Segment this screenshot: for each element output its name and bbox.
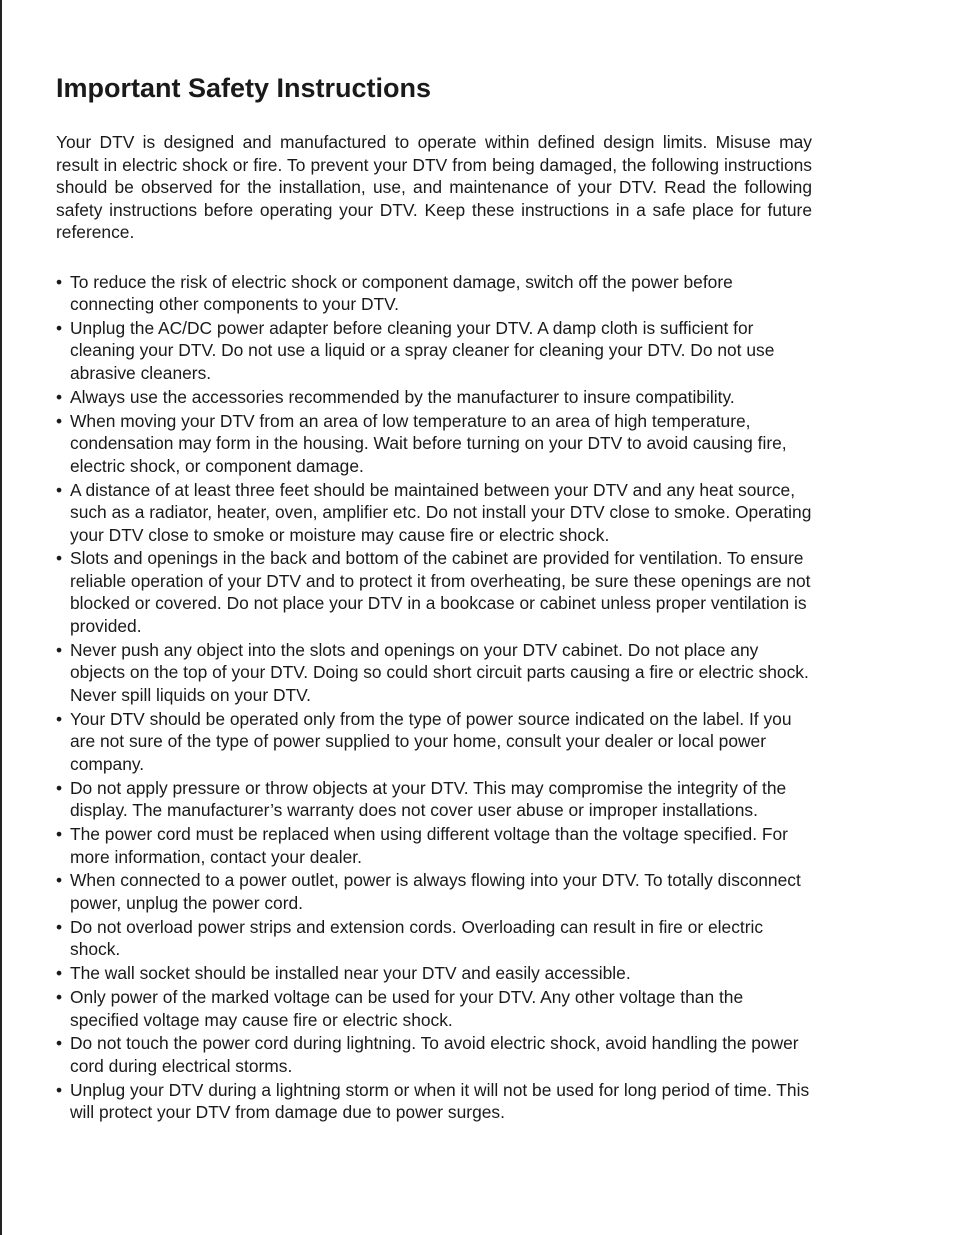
bullet-icon: • [56, 916, 63, 937]
bullet-icon: • [56, 824, 63, 845]
list-item [56, 479, 812, 547]
list-item [56, 916, 812, 961]
bullet-icon: • [56, 479, 63, 500]
list-item-text: The power cord must be replaced when using different voltage than the voltage specified. For more information, contact your dealer. [70, 824, 788, 867]
list-item-text: When moving your DTV from an area of low temperature to an area of high temperature, condensation may form in the housing. Wait before turning on your DTV to avoid causing fire, electric shock, or component damage. [70, 410, 787, 476]
page-title: Important Safety Instructions [56, 73, 432, 103]
bullet-icon: • [56, 708, 63, 729]
bullet-icon: • [56, 639, 63, 660]
list-item [56, 386, 812, 409]
list-item-text: Only power of the marked voltage can be used for your DTV. Any other voltage than the specified voltage may cause fire or electric shock. [70, 987, 744, 1030]
list-item-text: Do not apply pressure or throw objects at your DTV. This may compromise the integrity of the display. The manufacturer’s warranty does not cover user abuse or improper installations. [70, 777, 787, 821]
safety-instruction-list [56, 271, 812, 1124]
list-item-text: When connected to a power outlet, power is always flowing into your DTV. To totally disconnect power, unplug the power cord. [70, 870, 801, 913]
bullet-icon: • [56, 386, 63, 407]
list-item-text: The wall socket should be installed near your DTV and easily accessible. [70, 963, 631, 984]
bullet-icon: • [56, 987, 63, 1008]
list-item-text: Do not overload power strips and extension cords. Overloading can result in fire or electric shock. [70, 916, 764, 960]
bullet-icon: • [56, 1033, 63, 1054]
list-item-text: Your DTV should be operated only from the type of power source indicated on the label. If you are not sure of the type of power supplied to your home, consult your dealer or local power company. [70, 708, 792, 774]
list-item-text: A distance of at least three feet should be maintained between your DTV and any heat source, such as a radiator, heater, oven, amplifier etc. Do not install your DTV close to smoke. Operating your DTV close to smoke or moisture may cause fire or electric shock. [70, 479, 812, 545]
bullet-icon: • [56, 410, 63, 431]
bullet-icon: • [56, 548, 63, 569]
list-item-text: Never push any object into the slots and openings on your DTV cabinet. Do not place any objects on the top of your DTV. Doing so could short circuit parts causing a fire or electric shock. Never spill liquids on your DTV. [70, 639, 809, 705]
bullet-icon: • [56, 271, 63, 292]
intro-paragraph: Your DTV is designed and manufactured to operate within defined design limits. Misuse may result in electric shock or fire. To prevent your DTV from being damaged, the following instructions should be observed for the installation, use, and maintenance of your DTV. Read the following safety instructions before operating your DTV. Keep these instructions in a safe place for future reference. [56, 132, 812, 242]
bullet-icon: • [56, 777, 63, 798]
list-item [56, 823, 812, 868]
list-item-text: Always use the accessories recommended by the manufacturer to insure compatibility. [70, 386, 735, 407]
list-item [56, 777, 812, 822]
list-item [56, 639, 812, 707]
list-item [56, 869, 812, 914]
list-item-text: Unplug the AC/DC power adapter before cleaning your DTV. A damp cloth is sufficient for cleaning your DTV. Do not use a liquid or a spray cleaner for cleaning your DTV. Do not use abrasive cleaners. [70, 317, 775, 383]
list-item [56, 547, 812, 637]
bullet-icon: • [56, 870, 63, 891]
list-item [56, 271, 812, 316]
list-item-text: To reduce the risk of electric shock or component damage, switch off the power before connecting other components to your DTV. [70, 271, 733, 314]
list-item-text: Unplug your DTV during a lightning storm or when it will not be used for long period of time. This will protect your DTV from damage due to power surges. [70, 1079, 810, 1123]
document-content [56, 64, 812, 1125]
list-item-text: Do not touch the power cord during lightning. To avoid electric shock, avoid handling the power cord during electrical storms. [70, 1033, 799, 1076]
page-edge-line [0, 0, 2, 1235]
bullet-icon: • [56, 317, 63, 338]
list-item [56, 410, 812, 478]
list-item [56, 317, 812, 385]
list-item [56, 1079, 812, 1124]
bullet-icon: • [56, 963, 63, 984]
list-item [56, 708, 812, 776]
bullet-icon: • [56, 1079, 63, 1100]
list-item [56, 1032, 812, 1077]
list-item-text: Slots and openings in the back and bottom of the cabinet are provided for ventilation. To ensure reliable operation of your DTV and to protect it from overheating, be sure these openings are not blocked or covered. Do not place your DTV in a bookcase or cabinet unless proper ventilation is provided. [70, 548, 811, 636]
list-item [56, 962, 812, 985]
list-item [56, 986, 812, 1031]
